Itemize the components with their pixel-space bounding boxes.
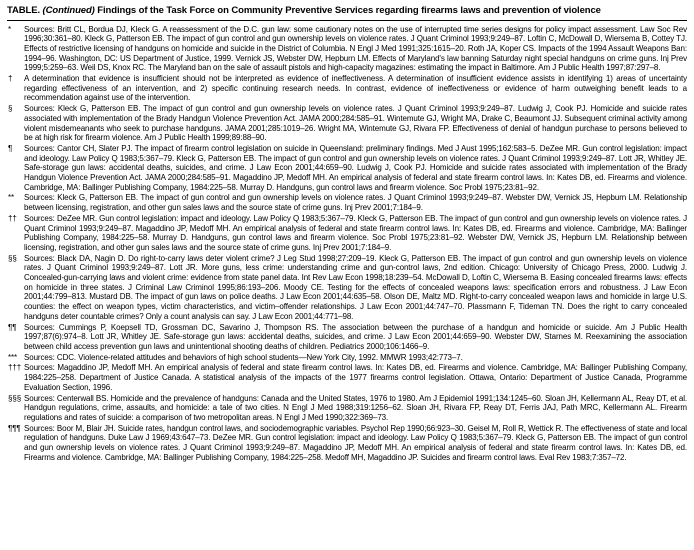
footnote-marker: * — [8, 24, 12, 34]
footnote — [7, 214, 687, 253]
footnote-marker: *** — [8, 352, 18, 362]
table-title-prefix: TABLE. — [7, 5, 40, 16]
footnote-text: Sources: Boor M, Blair JH. Suicide rates, handgun control laws, and sociodemographic variables. Psychol Rep 1990;66:923–30. Geisel M, Roll R, Wettick R. The effectiveness of state and local regulation of handguns. Duke Law J 1969;43:647–73. DeZee MR. Gun control legislation: impact and ideology. Law Policy Q 1983;5:367–79. Kleck G, Patterson EB. The impact of gun control and gun ownership levels on violence rates. J Quant Criminol 1993;9:249–87. Magaddino JP, Medoff MH. An empirical analysis of federal and state firearm control laws. In: Kates DB, ed. Firearms and violence. Cambridge, MA: Ballinger Publishing Company, 1984:225–258. Medoff MH, Magaddino JP. Suicides and firearm control laws. Eval Rev 1983;7:357–72. — [24, 423, 687, 462]
footnote-marker: ¶¶¶ — [8, 423, 21, 433]
footnote-text: Sources: Britt CL, Bordua DJ, Kleck G. A reassessment of the D.C. gun law: some cautionary notes on the use of interrupted time series designs for policy impact assessment. Law Soc Rev 1996;30:361–80. Kleck G, Patterson EB. The impact of gun control and gun ownership levels on violence rates. J Quant Criminol 1993;9:249–87. Loftin C, McDowall D, Wiersema B, Cottey TJ. Effects of restrictive licensing of handguns on homicide and suicide in the District of Columbia. N Engl J Med 1991;325:1615–20. Roth JA, Koper CS. Impacts of the 1994 Assault Weapons Ban: 1994–96. Washington, DC: US Department of Justice, 1999. Vernick JS, Webster DW, Hepburn LM. Effects of Maryland's law banning Saturday night special handguns on crime guns. Inj Prev 1999;5:259–63. Weil DS, Knox RC. The Maryland ban on the sale of assault pistols and high-capacity magazines: estimating the impact in Baltimore. Am J Public Health 1997;87:297–8. — [24, 24, 687, 73]
footnote-marker: §§§ — [8, 393, 22, 403]
title-divider-rule — [7, 20, 687, 21]
footnote — [7, 323, 687, 352]
table-title-continued: (Continued) — [42, 5, 95, 16]
footnote-text: A determination that evidence is insufficient should not be interpreted as evidence of ineffectiveness. A determination of insufficient evidence assists in identifying 1) areas of uncertainty regarding effectiveness of an intervention, and 2) specific continuing research needs. In contrast, evidence of ineffectiveness or evidence of harm outweighing benefit leads to a recommendation against use of the intervention. — [24, 74, 687, 103]
footnote — [7, 144, 687, 193]
table-title-text: Findings of the Task Force on Community Preventive Services regarding firearms laws and prevention of violence — [97, 5, 601, 16]
footnote-text: Sources: Kleck G, Patterson EB. The impact of gun control and gun ownership levels on violence rates. J Quant Criminol 1993;9:249–87. Webster DW, Vernick JS, Hepburn LM. Relationship between licensing, registration, and other gun sales laws and the source state of crime guns. Inj Prev 2001;7:184–9. — [24, 193, 687, 213]
footnote — [7, 353, 687, 363]
footnote-text: Sources: DeZee MR. Gun control legislation: impact and ideology. Law Policy Q 1983;5:367–79. Kleck G, Patterson EB. The impact of gun control and gun ownership levels on violence rates. J Quant Criminol 1993;9:249–87. Magaddino JP, Medoff MH. An empirical analysis of federal and state firearm control laws. In: Kates DB, ed. Firearms and violence. Cambridge, MA: Ballinger Publishing Company, 1984:225–58. Murray D. Handguns, gun control laws and firearm violence. Soc Probl 1975;23:81–92. Webster DW, Vernick JS, Hepburn LM. Relationship between licensing, registration, and other gun sales laws and the source state of crime guns. Inj Prev 2001;7:184–9. — [24, 213, 687, 252]
footnote — [7, 25, 687, 74]
footnote-text: Sources: Cummings P, Koepsell TD, Grossman DC, Savarino J, Thompson RS. The association between the purchase of a handgun and homicide or suicide. Am J Public Health 1997;87(6):974–8. Lott JR, Whitley JE. Safe-storage gun laws: accidental deaths, suicides, and crime. J Law Econ 2001;44:659–90. Webster DW, Starnes M. Reexamining the association between child access prevention gun laws and unintentional shooting deaths of children. Pediatrics 2000;106:1466–9. — [24, 322, 687, 351]
footnote-marker: ¶¶ — [8, 322, 17, 332]
footnote-text: Sources: Black DA, Nagin D. Do right-to-carry laws deter violent crime? J Leg Stud 1998;27:209–19. Kleck G, Patterson EB. The impact of gun control and gun ownership levels on violence rates. J Quant Criminol 1993;9:249–87. Lott JR. More guns, less crime: understanding crime and gun-control laws, 2nd edition. Chicago: University of Chicago Press, 2000. Ludwig J. Concealed-gun-carrying laws and violent crime: evidence from state panel data. Int Rev Law Econ 1998;18:239–54. McDowall D, Loftin C, Wiersema B. Easing concealed firearms laws: effects on homicide in three states. J Criminal Law Criminol 1995;86:193–206. Moody CE. Testing for the effects of concealed weapons laws: specification errors and robustness. J Law Econ 2001;44:799–813. Mustard DB. The impact of gun laws on police deaths. J Law Econ 2001;44:635–58. Olson DE, Maltz MD. Right-to-carry concealed weapon laws and homicide in large U.S. counties: the effect on weapon types, victim characteristics, and victim–offender relationships. J Law Econ 2001;44:747–70. Plassmann F, Tideman TN. Does the right to carry concealed handguns deter countable crimes? Only a count analysis can say. J Law Econ 2001;44:771–98. — [24, 253, 687, 321]
footnote-marker: ††† — [8, 363, 22, 373]
footnotes-list — [7, 25, 687, 463]
footnote — [7, 424, 687, 463]
footnote-marker: †† — [8, 213, 17, 223]
footnote-text: Sources: Cantor CH, Slater PJ. The impact of firearm control legislation on suicide in Queensland: preliminary findings. Med J Aust 1995;162:583–5. DeZee MR. Gun control legislation: impact and ideology. Law Policy Q 1983;5:367–79. Kleck G, Patterson EB. The impact of gun control and gun ownership levels on violence rates. J Quant Criminol 1993;9:249–87. Lott JR, Whitley JE. Safe-storage gun laws: accidental deaths, suicides, and crime. J Law Econ 2001;44:659–90. Ludwig J, Cook PJ. Homicide and suicide rates associated with implementation of the Brady Handgun Violence Prevention Act. JAMA 2000;284:585–91. Magaddino JP, Medoff MH. An empirical analysis of federal and state firearm control laws. In: Kates DB, ed. Firearms and violence. Cambridge, MA: Ballinger Publishing Company, 1984:225–58. Murray D. Handguns, gun control laws and firearm violence. Soc Probl 1975;23:81–92. — [24, 143, 687, 192]
footnote-text: Sources: Centerwall BS. Homicide and the prevalence of handguns: Canada and the United States, 1976 to 1980. Am J Epidemiol 1991;134:1245–60. Sloan JH, Kellermann AL, Reay DT, et al. Handgun regulations, crime, assaults, and homicide: a tale of two cities. N Engl J Med 1988;319:1256–62. Sloan JH, Rivara FP, Reay DT, Ferris JAJ, Path MRC, Kellermann AL. Firearm regulations and rates of suicide: a comparison of two metropolitan areas. N Engl J Med 1990;322:369–73. — [24, 393, 687, 422]
footnote-marker: § — [8, 104, 13, 114]
footnote — [7, 74, 687, 103]
footnote-marker: ** — [8, 193, 15, 203]
footnote-text: Sources: CDC. Violence-related attitudes and behaviors of high school students—New York City, 1992. MMWR 1993;42:773–7. — [24, 352, 463, 362]
table-title — [7, 5, 687, 17]
footnote — [7, 193, 687, 212]
footnote — [7, 104, 687, 143]
footnote — [7, 363, 687, 392]
footnote-marker: §§ — [8, 253, 17, 263]
footnote — [7, 394, 687, 423]
footnote-text: Sources: Magaddino JP, Medoff MH. An empirical analysis of federal and state firearm control laws. In: Kates DB, ed. Firearms and violence. Cambridge, MA: Ballinger Publishing Company, 1984:225–258. Department of Justice Canada. A statistical analysis of the impacts of the 1977 firearms control legislation. Ottawa, Ontario: Department of Justice Canada, Programme Evaluation Section, 1996. — [24, 363, 687, 392]
footnote-text: Sources: Kleck G, Patterson EB. The impact of gun control and gun ownership levels on violence rates. J Quant Criminol 1993;9:249–87. Ludwig J, Cook PJ. Homicide and suicide rates associated with implementation of the Brady Handgun Violence Prevention Act. JAMA 2000;284:585–91. Wintemute GJ, Wright MA, Drake C, Beaumont JJ. Subsequent criminal activity among violent misdemeanants who seek to purchase handguns. JAMA 2001;285:1019–26. Wright MA, Wintemute GJ, Rivara FP. Effectiveness of denial of handgun purchase to persons believed to be at high risk for firearm violence. Am J Public Health 1999;89:88–90. — [24, 104, 687, 143]
footnote — [7, 254, 687, 322]
footnote-marker: † — [8, 74, 13, 84]
footnote-marker: ¶ — [8, 143, 13, 153]
